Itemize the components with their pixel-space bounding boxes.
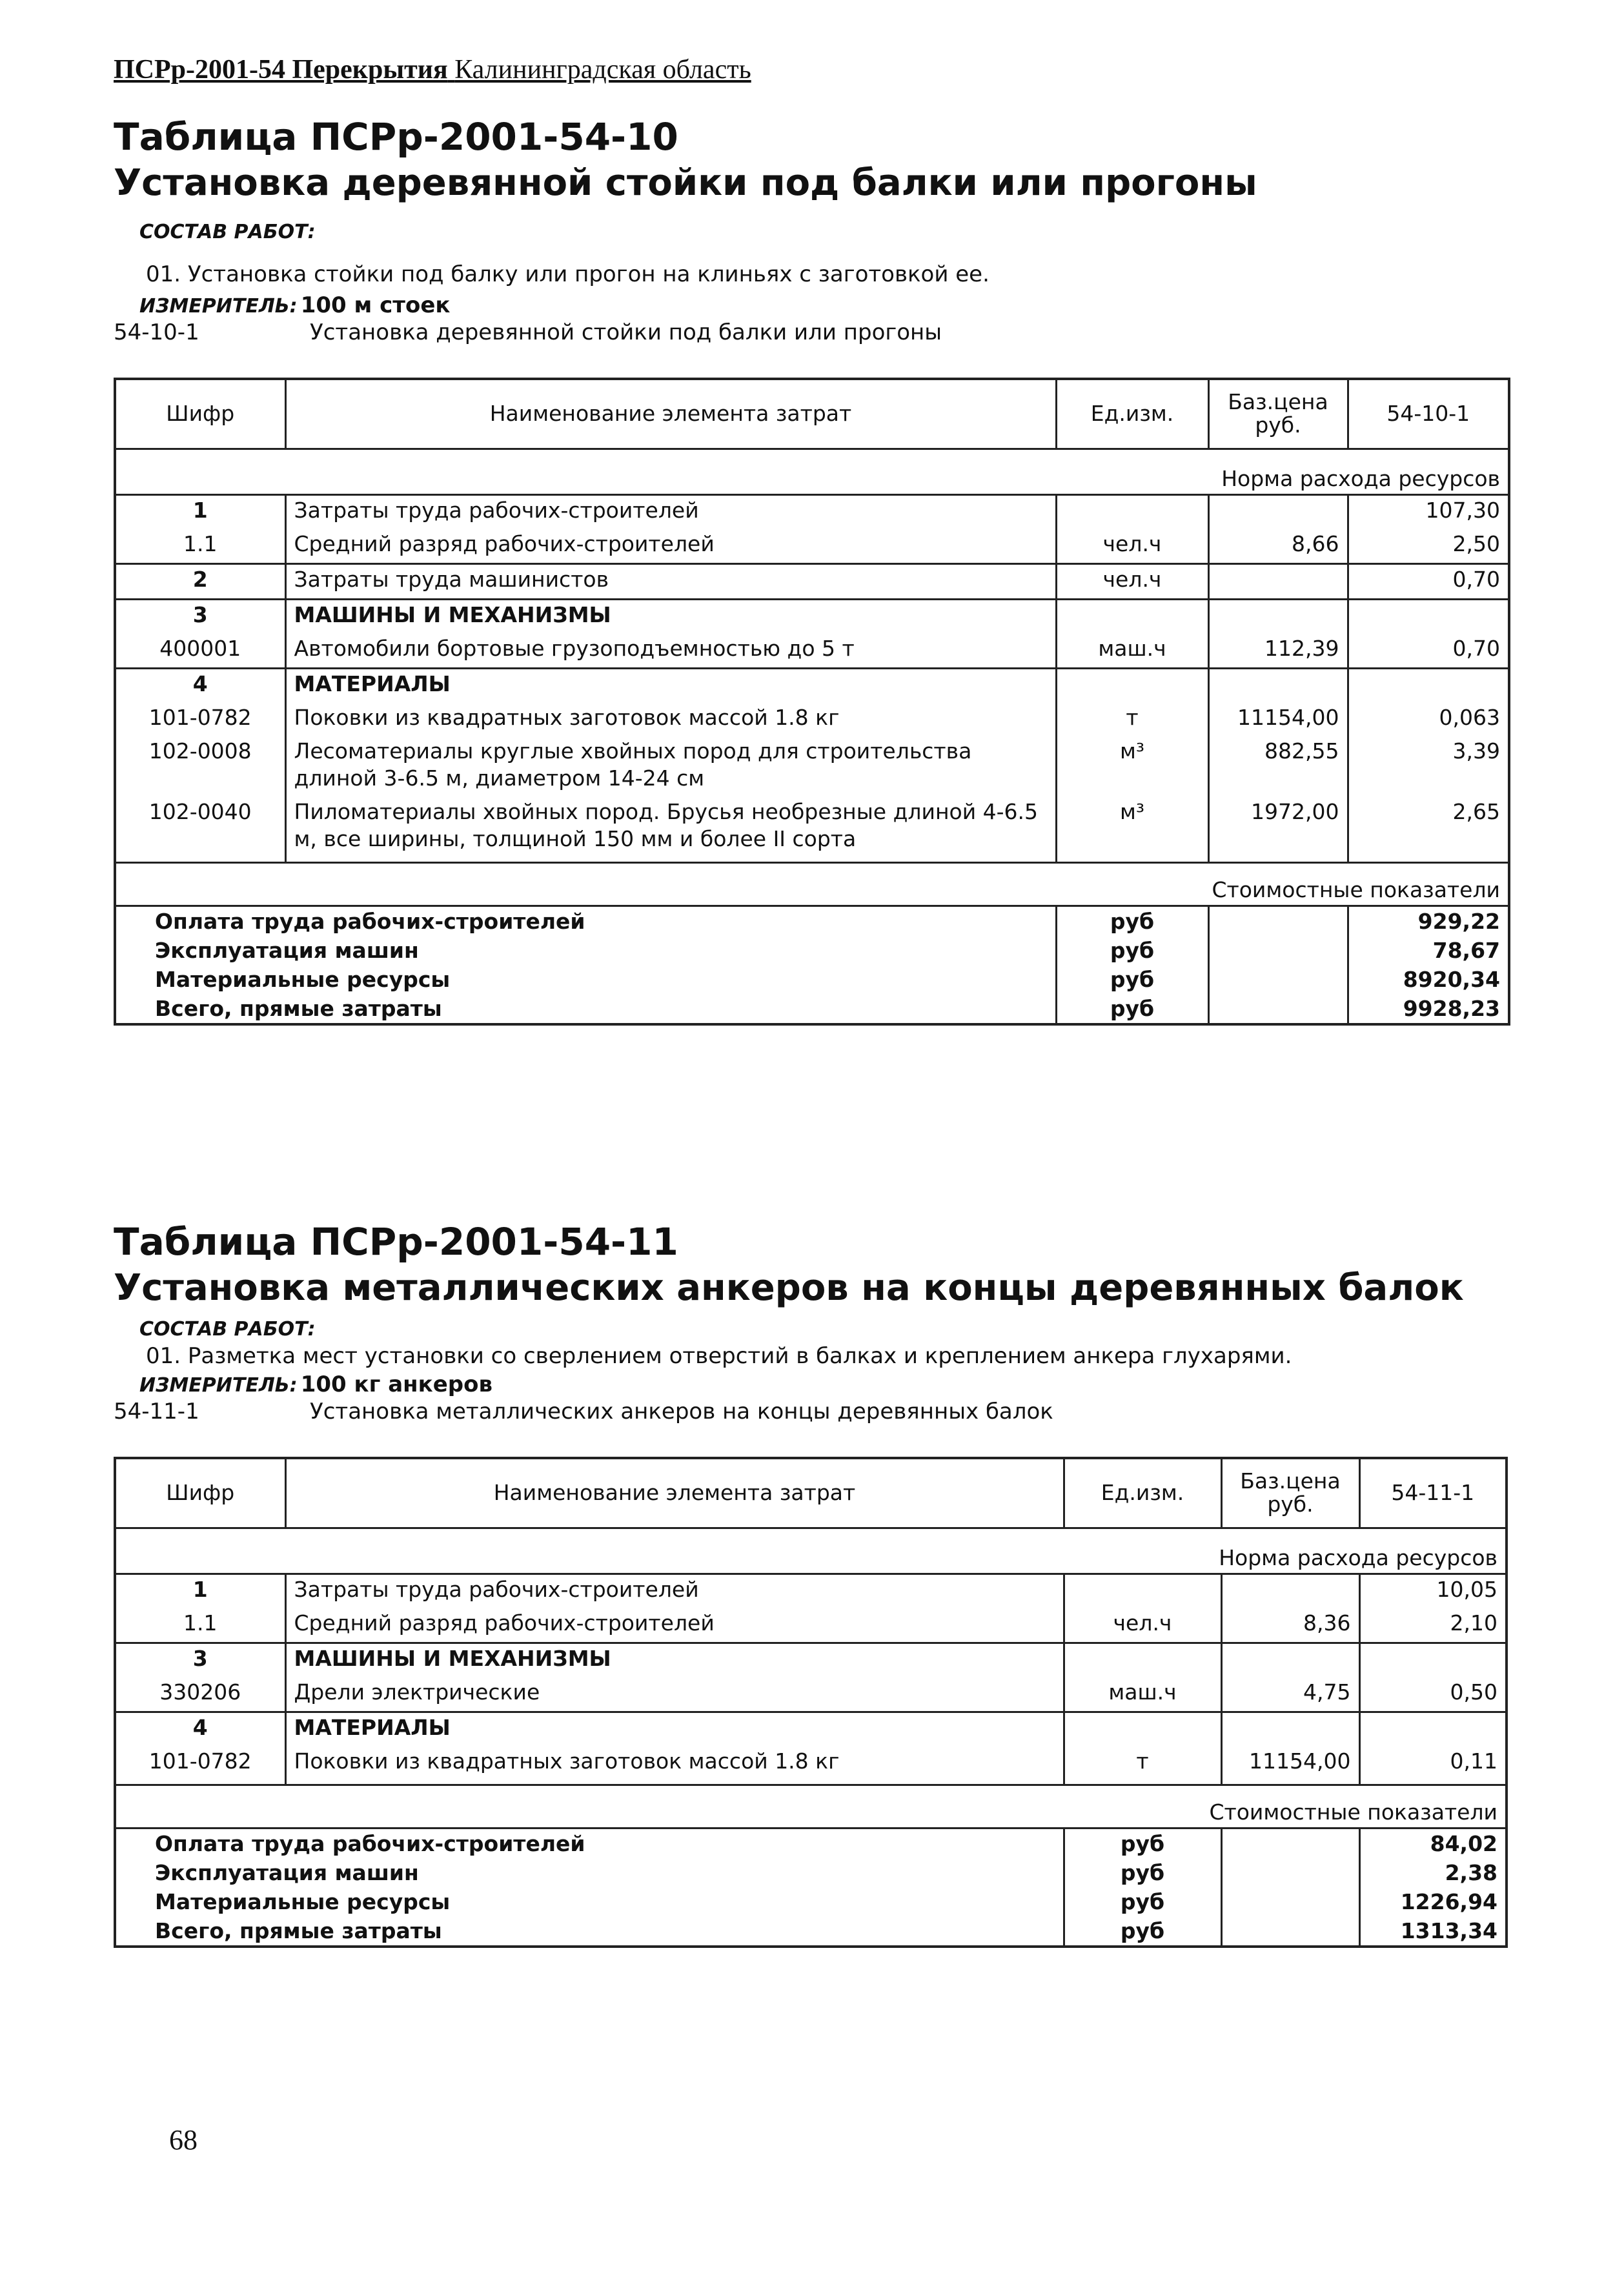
total-name: Эксплуатация машин: [115, 936, 1056, 965]
total-price: [1208, 906, 1348, 936]
header-price-line2: руб.: [1255, 412, 1301, 438]
work-item: 01. Разметка мест установки со сверлением отверстий в балках и креплением анкера глухарями.: [146, 1343, 1292, 1369]
header-name: Наименование элемента затрат: [285, 1458, 1064, 1528]
table-row: [115, 1712, 1507, 1747]
total-row: [115, 1887, 1507, 1916]
row-price: [1221, 1712, 1359, 1747]
row-name: Средний разряд рабочих-строителей: [285, 529, 1056, 564]
row-name: Затраты труда машинистов: [285, 563, 1056, 599]
table-section-54-10: [114, 114, 1514, 1026]
row-norm: 107,30: [1425, 497, 1500, 523]
total-row: [115, 1828, 1507, 1858]
total-unit: руб: [1064, 1828, 1221, 1858]
cost-banner-row: [115, 1785, 1507, 1828]
row-code: 4: [115, 668, 285, 703]
table-row: [115, 668, 1509, 703]
row-name: Лесоматериалы круглые хвойных пород для строительства длиной 3-6.5 м, диаметром 14-24 см: [285, 736, 1056, 797]
row-code: 1.1: [115, 1608, 285, 1643]
row-price: 8,36: [1221, 1608, 1359, 1643]
row-code: 1: [115, 494, 285, 529]
table-subtitle: Установка металлических анкеров на концы деревянных балок: [114, 1267, 1464, 1309]
total-row: [115, 1858, 1507, 1887]
row-unit: чел.ч: [1056, 529, 1208, 564]
total-name: Оплата труда рабочих-строителей: [115, 1828, 1064, 1858]
running-header: [114, 54, 751, 85]
row-name: МАТЕРИАЛЫ: [285, 1712, 1064, 1747]
measure-label: ИЗМЕРИТЕЛЬ:: [139, 1374, 298, 1397]
header-norm-code: 54-10-1: [1348, 379, 1509, 449]
measure-label: ИЗМЕРИТЕЛЬ:: [139, 295, 298, 318]
row-unit: м³: [1056, 736, 1208, 797]
row-norm: 2,10: [1450, 1610, 1497, 1636]
table-row: [115, 1574, 1507, 1608]
total-row: [115, 1916, 1507, 1947]
total-price: [1221, 1887, 1359, 1916]
row-norm: 0,063: [1439, 704, 1500, 730]
table-row: [115, 494, 1509, 529]
row-unit: [1056, 599, 1208, 634]
table-row: [115, 797, 1509, 863]
row-norm: [1359, 1712, 1507, 1747]
header-price-line1: Баз.цена: [1228, 389, 1328, 415]
header-row: [115, 1458, 1507, 1528]
row-price: 4,75: [1221, 1677, 1359, 1712]
row-norm: 0,70: [1452, 635, 1500, 661]
rate-code: 54-10-1: [114, 319, 199, 345]
total-name: Оплата труда рабочих-строителей: [115, 906, 1056, 936]
norms-table: [114, 1457, 1508, 1948]
header-code: Шифр: [115, 1458, 285, 1528]
total-price: [1221, 1916, 1359, 1947]
row-code: 101-0782: [115, 1747, 285, 1785]
norm-banner: Норма расхода ресурсов: [115, 1528, 1507, 1574]
table-row: [115, 599, 1509, 634]
header-name: Наименование элемента затрат: [285, 379, 1056, 449]
row-price: [1221, 1643, 1359, 1677]
row-code: 102-0008: [115, 736, 285, 797]
row-unit: [1064, 1574, 1221, 1608]
total-name: Материальные ресурсы: [115, 965, 1056, 994]
row-price: 11154,00: [1208, 703, 1348, 736]
total-name: Всего, прямые затраты: [115, 994, 1056, 1024]
row-name: Автомобили бортовые грузоподъемностью до 5 т: [285, 634, 1056, 669]
table-row: [115, 634, 1509, 669]
total-unit: руб: [1064, 1858, 1221, 1887]
row-norm: 0,11: [1450, 1748, 1497, 1774]
total-price: [1221, 1858, 1359, 1887]
cost-banner: Стоимостные показатели: [115, 1785, 1507, 1828]
total-value: 1313,34: [1400, 1918, 1497, 1943]
table-subtitle: Установка деревянной стойки под балки или прогоны: [114, 162, 1257, 204]
rate-code-description: Установка металлических анкеров на концы деревянных балок: [310, 1399, 1053, 1424]
row-unit: [1056, 494, 1208, 529]
total-price: [1208, 965, 1348, 994]
header-norm-code: 54-11-1: [1359, 1458, 1507, 1528]
total-row: [115, 994, 1509, 1024]
row-code: 3: [115, 1643, 285, 1677]
header-code: Шифр: [115, 379, 285, 449]
rate-code-description: Установка деревянной стойки под балки или прогоны: [310, 319, 942, 345]
measure-value: 100 кг анкеров: [300, 1372, 492, 1397]
row-code: 101-0782: [115, 703, 285, 736]
header-price-line2: руб.: [1267, 1492, 1314, 1517]
total-name: Материальные ресурсы: [115, 1887, 1064, 1916]
total-price: [1208, 994, 1348, 1024]
header-row: [115, 379, 1509, 449]
table-row: [115, 736, 1509, 797]
table-section-54-11: [114, 1219, 1514, 1948]
table-row: [115, 563, 1509, 599]
total-name: Эксплуатация машин: [115, 1858, 1064, 1887]
total-price: [1221, 1828, 1359, 1858]
work-composition-label: СОСТАВ РАБОТ:: [139, 1318, 316, 1341]
rate-code-line: [114, 1399, 1514, 1424]
norm-banner: Норма расхода ресурсов: [115, 449, 1509, 494]
total-unit: руб: [1056, 994, 1208, 1024]
total-row: [115, 965, 1509, 994]
row-unit: [1064, 1643, 1221, 1677]
row-name: Пиломатериалы хвойных пород. Брусья необрезные длиной 4-6.5 м, все ширины, толщиной 150 мм и более II сорта: [285, 797, 1056, 863]
row-price: 11154,00: [1221, 1747, 1359, 1785]
norms-table: [114, 378, 1510, 1026]
total-value: 2,38: [1445, 1859, 1497, 1885]
row-unit: м³: [1056, 797, 1208, 863]
row-name: Дрели электрические: [285, 1677, 1064, 1712]
row-norm: [1348, 599, 1509, 634]
row-price: 1972,00: [1208, 797, 1348, 863]
header-price-line1: Баз.цена: [1240, 1468, 1341, 1494]
work-item: 01. Установка стойки под балку или прогон на клиньях с заготовкой ее.: [146, 261, 990, 287]
row-name: Затраты труда рабочих-строителей: [285, 1574, 1064, 1608]
total-unit: руб: [1056, 965, 1208, 994]
row-price: [1208, 668, 1348, 703]
total-value: 929,22: [1417, 908, 1500, 934]
row-norm: [1359, 1643, 1507, 1677]
row-code: 1: [115, 1574, 285, 1608]
row-unit: [1064, 1712, 1221, 1747]
header-price: [1221, 1458, 1359, 1528]
total-unit: руб: [1064, 1916, 1221, 1947]
rate-code-line: [114, 319, 1514, 345]
cost-banner: Стоимостные показатели: [115, 862, 1509, 906]
row-price: 8,66: [1208, 529, 1348, 564]
row-unit: маш.ч: [1064, 1677, 1221, 1712]
row-unit: [1056, 668, 1208, 703]
table-title: Таблица ПСРр-2001-54-10: [114, 115, 678, 159]
row-price: [1208, 494, 1348, 529]
header-unit: Ед.изм.: [1064, 1458, 1221, 1528]
row-code: 102-0040: [115, 797, 285, 863]
total-row: [115, 906, 1509, 936]
row-price: [1221, 1574, 1359, 1608]
running-header-code: ПСРр-2001-54 Перекрытия: [114, 55, 448, 85]
total-value: 9928,23: [1403, 995, 1500, 1021]
row-price: [1208, 563, 1348, 599]
total-name: Всего, прямые затраты: [115, 1916, 1064, 1947]
total-unit: руб: [1064, 1887, 1221, 1916]
table-row: [115, 1747, 1507, 1785]
row-price: [1208, 599, 1348, 634]
total-unit: руб: [1056, 906, 1208, 936]
total-row: [115, 936, 1509, 965]
row-code: 330206: [115, 1677, 285, 1712]
row-name: Затраты труда рабочих-строителей: [285, 494, 1056, 529]
row-code: 400001: [115, 634, 285, 669]
row-unit: т: [1064, 1747, 1221, 1785]
row-name: Поковки из квадратных заготовок массой 1.8 кг: [285, 703, 1056, 736]
table-row: [115, 1677, 1507, 1712]
table-title: Таблица ПСРр-2001-54-11: [114, 1220, 678, 1264]
table-row: [115, 1608, 1507, 1643]
cost-banner-row: [115, 862, 1509, 906]
row-unit: чел.ч: [1064, 1608, 1221, 1643]
row-code: 3: [115, 599, 285, 634]
total-value: 1226,94: [1400, 1889, 1497, 1914]
row-code: 4: [115, 1712, 285, 1747]
row-code: 1.1: [115, 529, 285, 564]
row-name: МАШИНЫ И МЕХАНИЗМЫ: [285, 599, 1056, 634]
measure-value: 100 м стоек: [300, 292, 451, 318]
row-norm: 10,05: [1436, 1576, 1497, 1602]
row-norm: 0,70: [1348, 563, 1509, 599]
table-row: [115, 1643, 1507, 1677]
total-unit: руб: [1056, 936, 1208, 965]
total-value: 8920,34: [1403, 966, 1500, 992]
row-name: МАШИНЫ И МЕХАНИЗМЫ: [285, 1643, 1064, 1677]
row-norm: [1348, 668, 1509, 703]
table-row: [115, 703, 1509, 736]
row-norm: 2,65: [1452, 798, 1500, 824]
work-composition-label: СОСТАВ РАБОТ:: [139, 221, 316, 243]
row-name: Поковки из квадратных заготовок массой 1.8 кг: [285, 1747, 1064, 1785]
total-value: 78,67: [1432, 937, 1500, 963]
rate-code: 54-11-1: [114, 1399, 199, 1424]
norm-banner-row: [115, 449, 1509, 494]
row-code: 2: [115, 563, 285, 599]
table-row: [115, 529, 1509, 564]
row-price: 112,39: [1208, 634, 1348, 669]
row-unit: чел.ч: [1056, 563, 1208, 599]
total-value: 84,02: [1430, 1830, 1497, 1856]
header-price: [1208, 379, 1348, 449]
running-header-region: Калининградская область: [454, 55, 751, 85]
row-unit: маш.ч: [1056, 634, 1208, 669]
row-norm: 0,50: [1450, 1679, 1497, 1705]
row-price: 882,55: [1208, 736, 1348, 797]
row-unit: т: [1056, 703, 1208, 736]
row-name: Средний разряд рабочих-строителей: [285, 1608, 1064, 1643]
row-norm: 3,39: [1452, 738, 1500, 764]
norm-banner-row: [115, 1528, 1507, 1574]
total-price: [1208, 936, 1348, 965]
row-norm: 2,50: [1452, 531, 1500, 556]
page-number: 68: [169, 2124, 198, 2156]
header-unit: Ед.изм.: [1056, 379, 1208, 449]
row-name: МАТЕРИАЛЫ: [285, 668, 1056, 703]
